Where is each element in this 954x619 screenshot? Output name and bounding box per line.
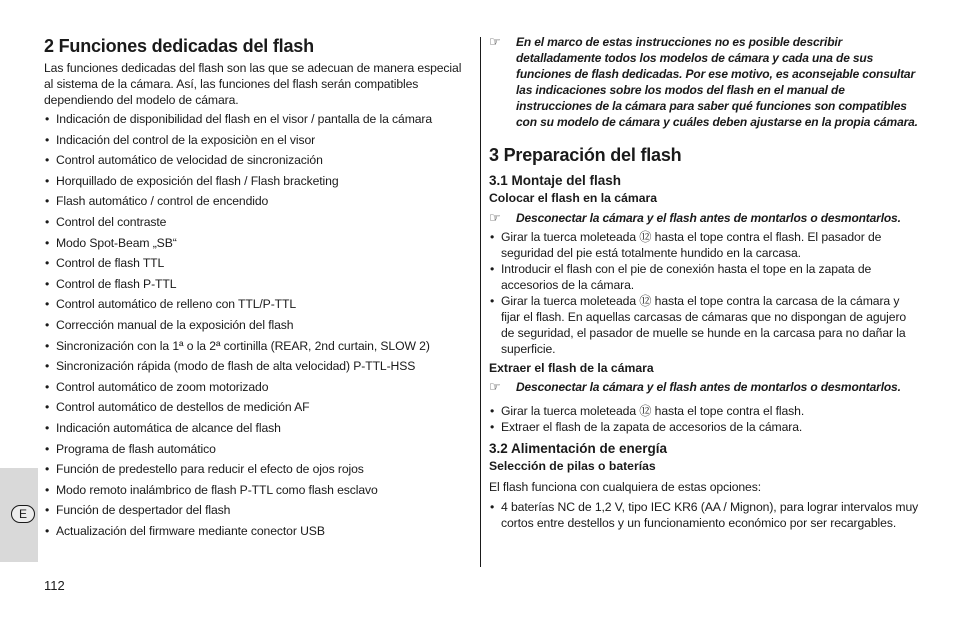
- pointing-hand-icon: ☞: [489, 34, 501, 49]
- bullet-marker: •: [45, 256, 50, 271]
- pointing-hand-icon: ☞: [489, 210, 501, 225]
- function-list-item: [44, 461, 472, 482]
- function-list-item-text: Corrección manual de la exposición del flash: [56, 317, 294, 332]
- function-list-item: [44, 193, 472, 214]
- function-list-item: [44, 255, 472, 276]
- function-list-item: [44, 152, 472, 173]
- column-divider: [480, 37, 481, 567]
- function-list-item: [44, 132, 472, 153]
- bullet-marker: •: [45, 276, 50, 291]
- power-option-item: [489, 499, 921, 531]
- function-list-item: [44, 379, 472, 400]
- power-options-text: El flash funciona con cualquiera de estas opciones:: [489, 480, 762, 494]
- section-3-1-heading: 3.1 Montaje del flash: [489, 173, 622, 188]
- power-options-list: [489, 499, 921, 531]
- battery-selection-subheading: Selección de pilas o baterías: [489, 459, 656, 473]
- note-disconnect-2: [489, 379, 921, 395]
- bullet-marker: •: [45, 317, 50, 332]
- note-camera-models-text: En el marco de estas instrucciones no es posible describir detalladamente todos los modelos de cámara y cada una de sus funciones de flash dedicadas. Por ese motivo, es aconsejable consultar las indicaciones sobre los modos del flash en el manual de instrucciones de la cámara para saber qué funciones son compatibles con su modelo de cámara y cuáles deben ajustarse en la propia cámara.: [516, 35, 918, 129]
- function-list-item-text: Control automático de relleno con TTL/P-TTL: [56, 297, 297, 312]
- bullet-marker: •: [45, 132, 50, 147]
- function-list-item-text: Sincronización con la 1ª o la 2ª cortinilla (REAR, 2nd curtain, SLOW 2): [56, 338, 430, 353]
- dedicated-functions-list: [44, 111, 472, 543]
- note-disconnect-2-text: Desconectar la cámara y el flash antes de montarlos o desmontarlos.: [516, 380, 901, 394]
- bullet-marker: •: [45, 173, 50, 188]
- remove-step-item-text: Extraer el flash de la zapata de accesorios de la cámara.: [501, 420, 803, 434]
- function-list-item-text: Indicación de disponibilidad del flash en el visor / pantalla de la cámara: [56, 112, 433, 126]
- note-disconnect-1-text: Desconectar la cámara y el flash antes de montarlos o desmontarlos.: [516, 211, 901, 225]
- bullet-marker: •: [45, 214, 50, 229]
- attach-step-item: [489, 261, 921, 293]
- bullet-marker: •: [45, 503, 50, 518]
- function-list-item-text: Modo Spot-Beam „SB“: [56, 235, 177, 250]
- function-list-item: [44, 441, 472, 462]
- attach-step-item-text: Girar la tuerca moleteada ⑫ hasta el tope contra el flash. El pasador de seguridad del pie está totalmente hundido en la carcasa.: [501, 230, 882, 260]
- bullet-marker: •: [45, 359, 50, 374]
- remove-step-item: [489, 419, 921, 435]
- remove-step-item: [489, 403, 921, 419]
- section-3-heading: 3 Preparación del flash: [489, 145, 682, 165]
- function-list-item-text: Indicación del control de la exposiciòn en el visor: [56, 132, 316, 147]
- bullet-marker: •: [45, 462, 50, 477]
- function-list-item-text: Control de flash P-TTL: [56, 276, 177, 291]
- function-list-item-text: Modo remoto inalámbrico de flash P-TTL como flash esclavo: [56, 482, 378, 497]
- bullet-marker: •: [45, 420, 50, 435]
- bullet-marker: •: [45, 400, 50, 415]
- function-list-item-text: Control automático de zoom motorizado: [56, 379, 269, 394]
- function-list-item: [44, 111, 472, 132]
- function-list-item-text: Control automático de velocidad de sincronización: [56, 153, 323, 168]
- bullet-marker: •: [490, 404, 495, 418]
- function-list-item: [44, 214, 472, 235]
- function-list-item: [44, 296, 472, 317]
- function-list-item-text: Control automático de destellos de medición AF: [56, 400, 310, 415]
- remove-flash-subheading: Extraer el flash de la cámara: [489, 361, 654, 375]
- function-list-item: [44, 358, 472, 379]
- function-list-item-text: Función de despertador del flash: [56, 503, 231, 518]
- function-list-item: [44, 420, 472, 441]
- function-list-item-text: Actualización del firmware mediante conector USB: [56, 523, 325, 538]
- page-number: 112: [44, 578, 65, 593]
- function-list-item-text: Función de predestello para reducir el efecto de ojos rojos: [56, 462, 364, 477]
- note-camera-models: [489, 34, 921, 130]
- bullet-marker: •: [45, 235, 50, 250]
- power-option-item-text: 4 baterías NC de 1,2 V, tipo IEC KR6 (AA / Mignon), para lograr intervalos muy cortos entre destellos y un funcionamiento económico por ser recargables.: [501, 500, 919, 530]
- right-column: [489, 34, 921, 531]
- bullet-marker: •: [45, 153, 50, 168]
- function-list-item: [44, 523, 472, 544]
- bullet-marker: •: [45, 441, 50, 456]
- function-list-item: [44, 317, 472, 338]
- bullet-marker: •: [45, 112, 50, 126]
- remove-step-item-text: Girar la tuerca moleteada ⑫ hasta el tope contra el flash.: [501, 404, 805, 418]
- bullet-marker: •: [490, 500, 495, 514]
- bullet-marker: •: [45, 523, 50, 538]
- bullet-marker: •: [490, 420, 495, 434]
- bullet-marker: •: [45, 194, 50, 209]
- attach-step-item-text: Girar la tuerca moleteada ⑫ hasta el tope contra la carcasa de la cámara y fijar el flash. En aquellas carcasas de cámaras que no dispongan de agujero de seguridad, el pasador de muelle se hunde en la carcasa para no dañar la superficie.: [501, 294, 907, 356]
- function-list-item: [44, 482, 472, 503]
- function-list-item: [44, 338, 472, 359]
- attach-step-item: [489, 229, 921, 261]
- function-list-item-text: Sincronización rápida (modo de flash de alta velocidad) P-TTL-HSS: [56, 359, 416, 374]
- section-3-2-heading: 3.2 Alimentación de energía: [489, 441, 668, 456]
- language-badge: E: [11, 505, 35, 523]
- function-list-item-text: Flash automático / control de encendido: [56, 194, 269, 209]
- attach-steps-list: [489, 229, 921, 357]
- function-list-item-text: Programa de flash automático: [56, 441, 216, 456]
- bullet-marker: •: [490, 230, 495, 244]
- section-2-intro: Las funciones dedicadas del flash son las que se adecuan de manera especial al sistema de la cámara. Así, las funciones del flash serán compatibles dependiendo del modelo de cámara.: [44, 61, 462, 107]
- bullet-marker: •: [45, 297, 50, 312]
- bullet-marker: •: [45, 379, 50, 394]
- function-list-item-text: Horquillado de exposición del flash / Flash bracketing: [56, 173, 339, 188]
- function-list-item: [44, 235, 472, 256]
- attach-flash-subheading: Colocar el flash en la cámara: [489, 191, 657, 205]
- function-list-item: [44, 276, 472, 297]
- section-2-heading: 2 Funciones dedicadas del flash: [44, 36, 314, 56]
- function-list-item-text: Control de flash TTL: [56, 256, 165, 271]
- bullet-marker: •: [490, 262, 495, 276]
- function-list-item-text: Control del contraste: [56, 214, 167, 229]
- bullet-marker: •: [45, 482, 50, 497]
- remove-steps-list: [489, 403, 921, 435]
- note-disconnect-1: [489, 210, 921, 226]
- function-list-item-text: Indicación automática de alcance del flash: [56, 420, 281, 435]
- left-column: [44, 34, 472, 543]
- function-list-item: [44, 399, 472, 420]
- attach-step-item: [489, 293, 921, 357]
- bullet-marker: •: [490, 294, 495, 308]
- function-list-item: [44, 502, 472, 523]
- pointing-hand-icon: ☞: [489, 379, 501, 394]
- function-list-item: [44, 173, 472, 194]
- attach-step-item-text: Introducir el flash con el pie de conexión hasta el tope en la zapata de accesorios de la cámara.: [501, 262, 872, 292]
- bullet-marker: •: [45, 338, 50, 353]
